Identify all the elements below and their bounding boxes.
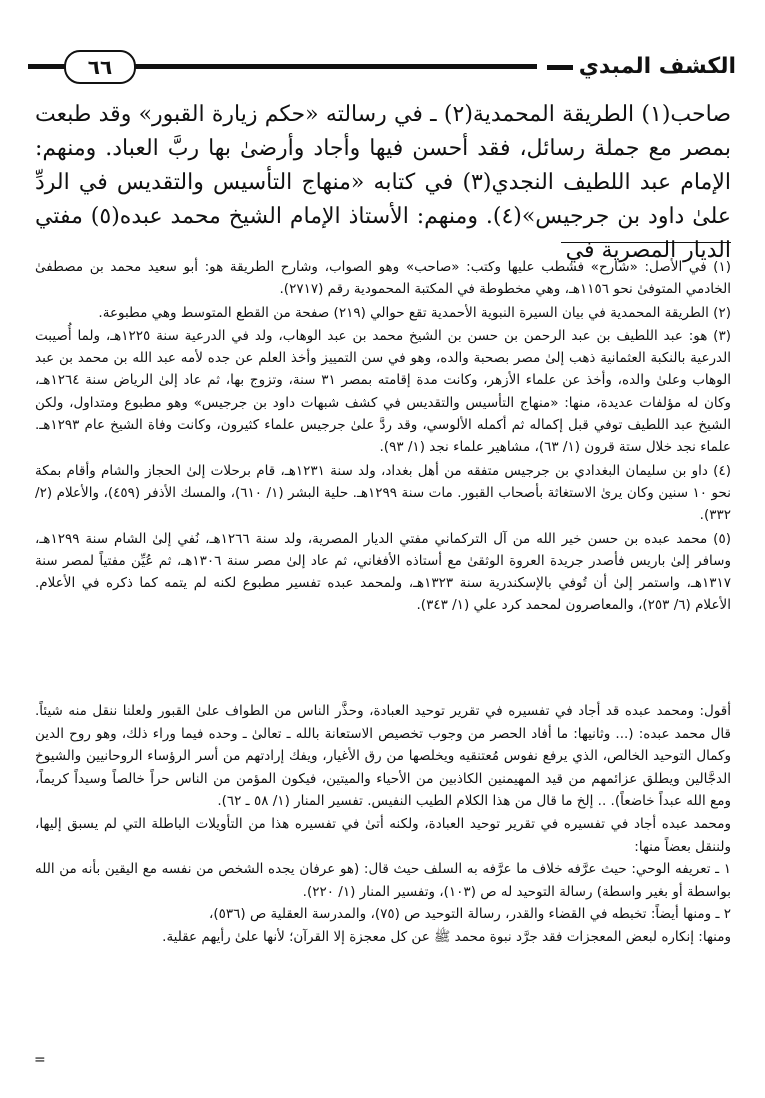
main-paragraph: صاحب(١) الطريقة المحمدية(٢) ـ في رسالته «حكم زيارة القبور» وقد طبعت بمصر مع جملة رسائل، فقد أحسن فيها وأجاد وأرضىٰ بها ربَّ العباد. ومنهم: الإمام عبد اللطيف النجدي(٣) في كتابه «منهاج التأسيس والتقديس في الردِّ علىٰ داود بن جرجيس»(٤). ومنهم: الأستاذ الإمام الشيخ محمد عبده(٥) مفتي الديار المصرية في bbox=[35, 102, 732, 263]
book-title: الكشف المبدي bbox=[537, 52, 740, 82]
commentary-paragraph: أقول: ومحمد عبده قد أجاد في تفسيره في تقرير توحيد العبادة، وحذَّر الناس من الطواف علىٰ القبور ولعلنا ننقل منه شيئاً. قال محمد عبده: (... وثانيها: ما أفاد الحصر من وجوب تخصيص الاستعانة بالله ـ تعالىٰ ـ وحده فيما وراء ذلك، وهو روح الدين وكمال التوحيد الخالص، الذي يرفع نفوس مُعتنقيه ويخلصها من رق الأغيار، ويفك إرادتهم من أسر الرؤساء الروحانيين والشيوخ الدجَّالين ويطلق عزائمهم من قيد المهيمنين الكاذبين من الأحياء والميتين، فيكون المؤمن من الناس حراً خالصاً وسيداً كريماً، ومع الله عبداً خاضعاً). .. إلخ ما قال من هذا الكلام الطيب النفيس. تفسير المنار (١/ ٥٨ ـ ٦٢). bbox=[35, 703, 731, 810]
footnote-2: (٢) الطريقة المحمدية في بيان السيرة النبوية الأحمدية تقع حوالي (٢١٩) صفحة من القطع المتوسط وهي مطبوعة. bbox=[98, 304, 731, 321]
footnote-4: (٤) داو بن سليمان البغدادي بن جرجيس متفقه من أهل بغداد، ولد سنة ١٢٣١هـ، قام برحلات إلىٰ الحجاز والشام وأقام بمكة نحو ١٠ سنين وكان يرىٰ الاستغاثة بأصحاب القبور. مات سنة ١٢٩٩هـ. حلية البشر (١/ ٦١٠)، والمسك الأذفر (٤٥٩)، والأعلام (٢/ ٣٣٢). bbox=[35, 462, 731, 524]
page-number: ٦٦ bbox=[64, 50, 136, 84]
commentary-paragraph: ٢ ـ ومنها أيضاً: تخبطه في القضاء والقدر، رسالة التوحيد ص (٧٥)، والمدرسة العقلية ص (٥٣٦)، bbox=[209, 906, 731, 923]
page-header bbox=[28, 52, 740, 82]
footnotes bbox=[35, 256, 731, 618]
commentary-paragraph: ومحمد عبده أجاد في تفسيره في تقرير توحيد العبادة، ولكنه أتىٰ في تفسيره هذا من التأويلات الباطلة التي لم يسبق إليها، ولننقل بعضاً منها: bbox=[35, 815, 731, 855]
footnote-separator bbox=[561, 242, 731, 243]
commentary-paragraph: ١ ـ تعريفه الوحي: حيث عرَّفه خلاف ما عرَّفه به السلف حيث قال: (هو عرفان يجده الشخص من نفسه مع اليقين بأنه من الله بواسطة أو بغير واسطة) رسالة التوحيد له ص (١٠٣)، وتفسير المنار (١/ ٢٢٠). bbox=[35, 861, 731, 900]
footnote-5: (٥) محمد عبده بن حسن خير الله من آل التركماني مفتي الديار المصرية، ولد سنة ١٢٦٦هـ، نُفي إلىٰ الشام سنة ١٢٩٩هـ، وسافر إلىٰ باريس فأصدر جريدة العروة الوثقىٰ مع أستاذه الأفغاني، ثم عاد إلىٰ مصر سنة ١٣٠٦هـ، ثم عُيِّن مفتياً لمصر سنة ١٣١٧هـ، واستمر إلىٰ أن تُوفي بالإسكندرية سنة ١٣٢٣هـ، ولمحمد عبده تفسير مطبوع لكنه لم يتمه كما ذكره في الأعلام. الأعلام (٦/ ٢٥٣)، والمعاصرون لمحمد كرد علي (١/ ٣٤٣). bbox=[35, 530, 731, 614]
header-dash bbox=[28, 64, 54, 69]
footnote-1: (١) في الأصل: «شارح» فشطب عليها وكتب: «صاحب» وهو الصواب، وشارح الطريقة هو: أبو سعيد محمد بن مصطفىٰ الخادمي المتوفىٰ نحو ١١٥٦هـ، وهي مخطوطة في المكتبة المحمودية رقم (٢٧١٧). bbox=[35, 259, 731, 298]
commentary bbox=[35, 700, 731, 949]
continuation-mark: = bbox=[34, 1052, 46, 1068]
commentary-paragraph: ومنها: إنكاره لبعض المعجزات فقد جرَّد نبوة محمد ﷺ عن كل معجزة إلا القرآن؛ لأنها علىٰ رأيهم عقلية. bbox=[162, 928, 731, 945]
footnote-3: (٣) هو: عبد اللطيف بن عبد الرحمن بن حسن بن الشيخ محمد بن عبد الوهاب، ولد في الدرعية سنة ١٢٢٥هـ، ولما أُصيبت الدرعية بالنكبة العثمانية ذهب إلىٰ مصر بصحبة والده، وهو في سن التمييز وأخذ العلم عن جده لأمه عبد الله بن محمد بن عبد الوهاب وعلىٰ والده، وأخذ عن علماء الأزهر، وكانت مدة إقامته بمصر ٣١ سنة، وتزوج بها، ثم عاد إلىٰ الرياض سنة ١٢٦٤هـ، وكان له مؤلفات عديدة، منها: «منهاج التأسيس والتقديس في كشف شبهات داود بن جرجيس» وهو مطبوع ومتداول، ولكن الشيخ عبد اللطيف توفي قبل إكماله ثم أكمله الألوسي، وقد ردَّ علىٰ جرجيس علماء كثيرون، وكانت وفاة الشيخ عام ١٢٩٣هـ. علماء نجد خلال ستة قرون (١/ ٦٣)، مشاهير علماء نجد (١/ ٩٣). bbox=[35, 327, 731, 456]
